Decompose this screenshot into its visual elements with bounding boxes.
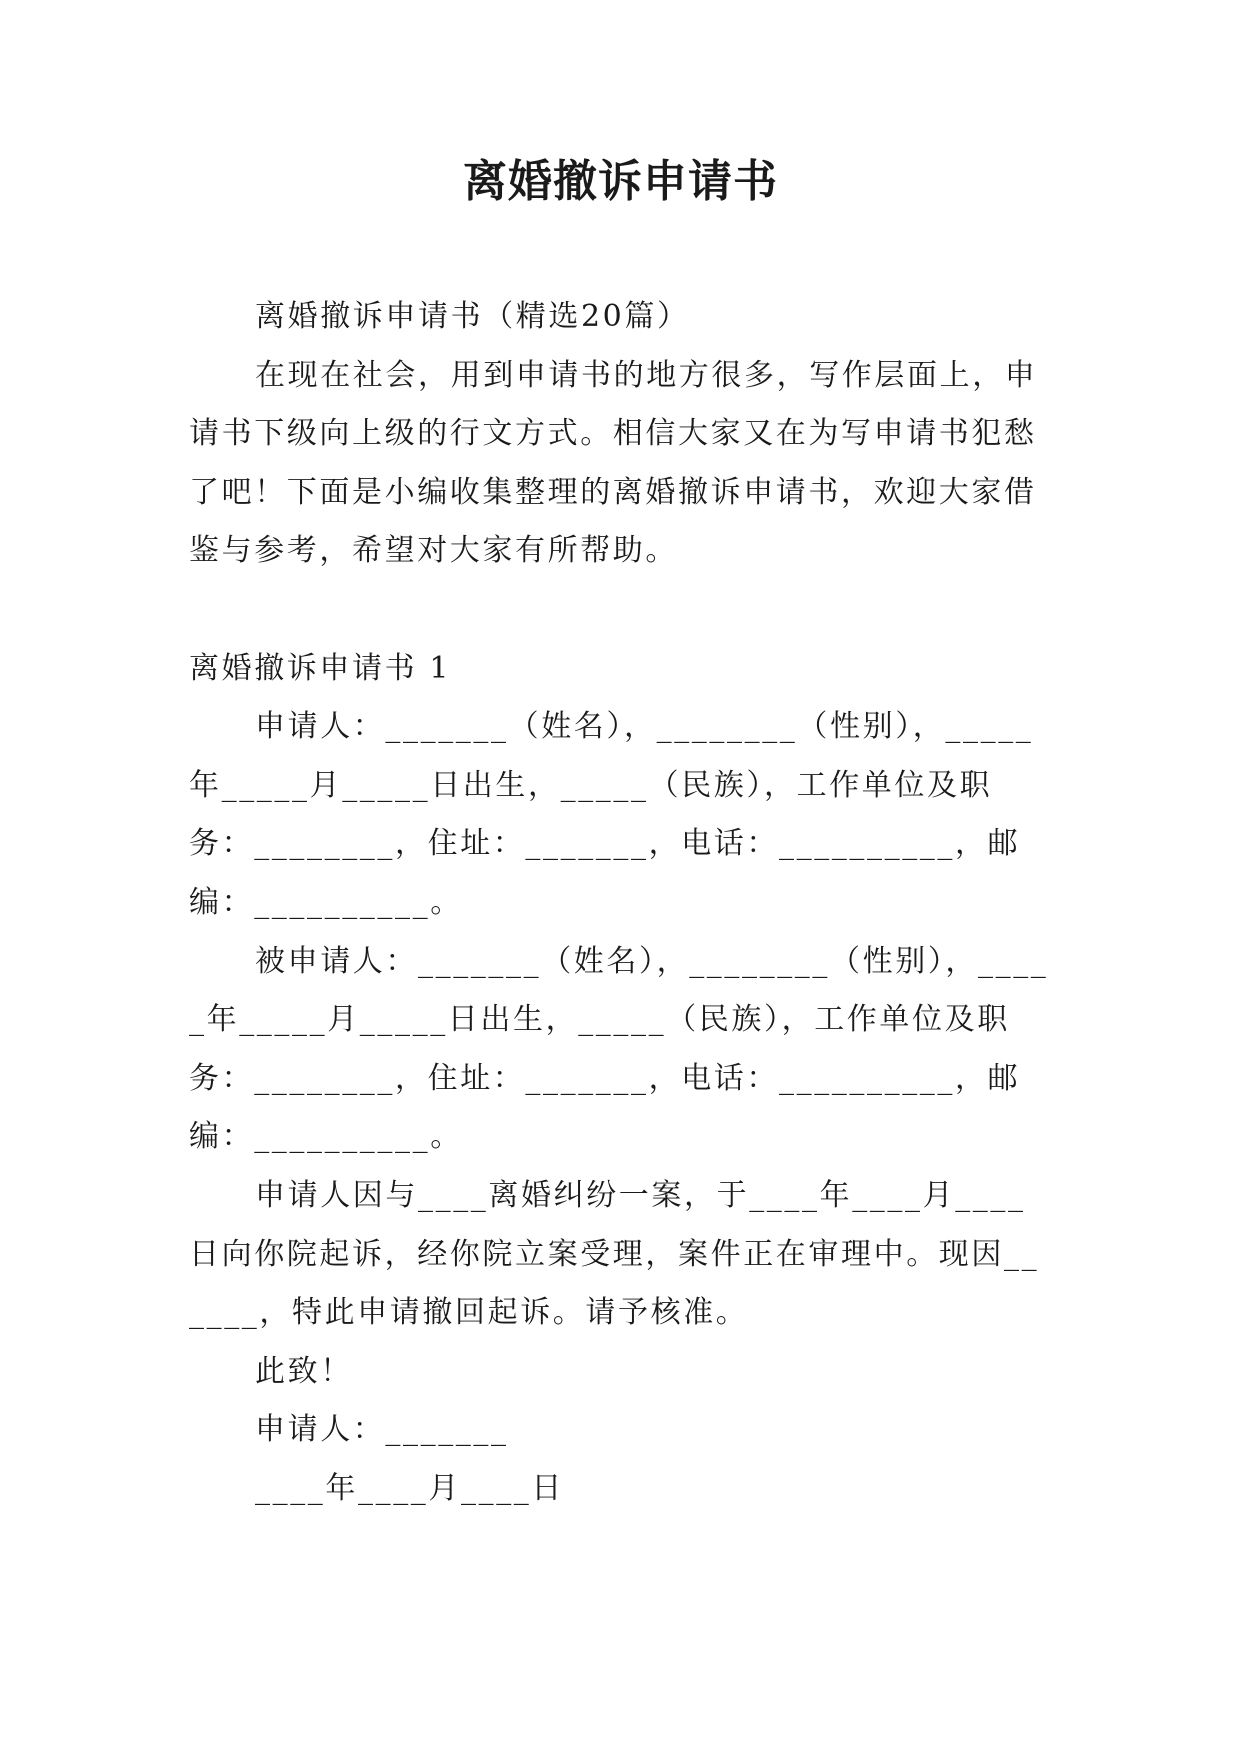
document-title: 离婚撤诉申请书 [463,156,778,207]
applicant-info: 申请人：_______（姓名），________（性别），_____年_____月_____日出生，_____（民族），工作单位及职务：________，住址：_______，电话：__________，邮编：__________。 [189,709,1034,920]
signature-date: ____年____月____日 [255,1470,564,1506]
section-heading: 离婚撤诉申请书 1 [189,650,452,686]
withdrawal-request: 申请人因与____离婚纠纷一案，于____年____月____日向你院起诉，经你院立案受理，案件正在审理中。现因______，特此申请撤回起诉。请予核准。 [189,1177,1040,1331]
applicant-signature: 申请人：_______ [255,1412,509,1448]
paragraph-spacer [189,581,1055,640]
intro-paragraph: 在现在社会，用到申请书的地方很多，写作层面上，申请书下级向上级的行文方式。相信大家又在为写申请书犯愁了吧！下面是小编收集整理的离婚撤诉申请书，欢迎大家借鉴与参考，希望对大家有所帮助。 [189,357,1038,569]
respondent-info: 被申请人：_______（姓名），________（性别），_____年_____月_____日出生，_____（民族），工作单位及职务：________，住址：_______，电话：__________，邮编：__________。 [189,943,1049,1155]
collection-heading: 离婚撤诉申请书（精选20篇） [255,299,690,334]
closing-salutation: 此致！ [255,1353,353,1389]
document-body [189,288,1055,1518]
